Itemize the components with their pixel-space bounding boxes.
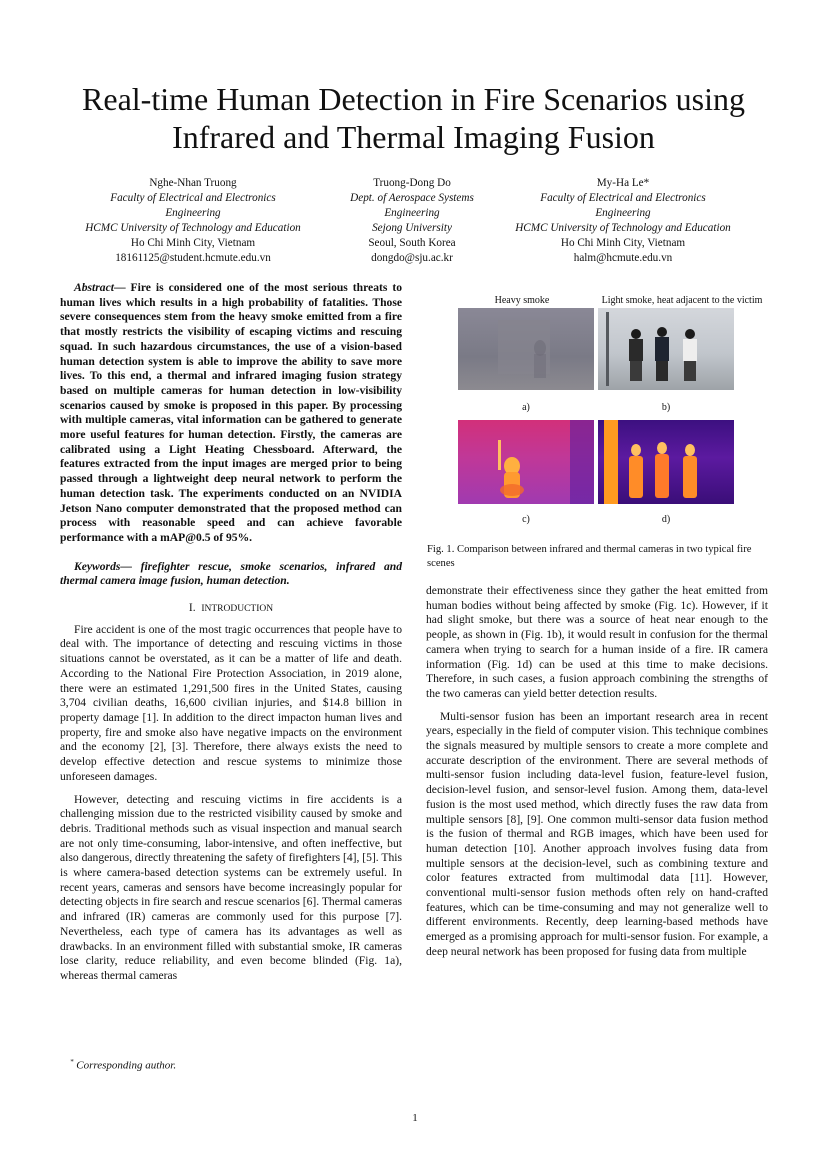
author-dept: Engineering <box>595 207 651 219</box>
keywords-text: — firefighter rescue, smoke scenarios, infrared and thermal camera image fusion, human detection. <box>60 559 402 588</box>
author-email[interactable]: halm@hcmute.edu.vn <box>573 252 673 264</box>
figure-panel-c-thermal-heavy-smoke <box>458 420 594 504</box>
thermal-people-icon <box>598 420 734 504</box>
keywords <box>60 560 402 589</box>
silhouette-icon <box>458 308 594 390</box>
author-name: My-Ha Le* <box>596 177 650 189</box>
intro-paragraph-1: Fire accident is one of the most tragic occurrences that people have to deal with. The importance of detecting and rescuing victims in those situations cannot be overstated, as it can be a matter of life and death. According to the National Fire Protection Association, in 2019 alone, there were an estimated 1,291,500 fires in the United States, causing 3,704 civilian deaths, 16,600 civilian injuries, and $14.8 billion in property damage [1]. In addition to the direct impacton human lives and property, fire and smoke also have negative impacts on the environment and the economy [2], [3]. Therefore, there always exists the need to develop effective detection and rescue systems to minimize those unforeseen damages. <box>60 622 402 783</box>
author-name: Nghe-Nhan Truong <box>149 177 237 189</box>
footnote-mark: * <box>70 1058 74 1066</box>
author-block-3 <box>498 176 748 266</box>
abstract-label: Abstract <box>74 281 114 294</box>
left-column <box>60 281 402 984</box>
title-line-2: Infrared and Thermal Imaging Fusion <box>172 119 655 155</box>
author-block-1 <box>68 176 318 266</box>
author-city: Seoul, South Korea <box>368 237 456 249</box>
figure-1 <box>432 290 772 570</box>
author-dept: Faculty of Electrical and Electronics <box>110 192 276 204</box>
figure-caption: Fig. 1. Comparison between infrared and thermal cameras in two typical fire scenes <box>427 544 752 569</box>
figure-label-heavy-smoke: Heavy smoke <box>494 295 550 306</box>
author-name: Truong-Dong Do <box>373 177 451 189</box>
abstract-text: — Fire is considered one of the most serious threats to human lives which results in a high probability of fatalities. Those severe consequences stem from the heavy smoke emitted from a fire that mostly restricts the visibility of escaping victims and rescuing squad. In such hazardous circumstances, the use of a vision-based human detection system is able to improve the ability to save more lives. To this end, a thermal and infrared imaging fusion strategy based on multiple cameras for human detection in low-visibility scenarios caused by smoke is proposed in this paper. By processing with multiple cameras, vital information can be gathered to generate more useful features for human detection. Firstly, the cameras are calibrated using a Light Heating Chessboard. Afterward, the features extracted from the input images are merged prior to being passed through a lightweight deep neural network to perform the human detection task. The experiments conducted on an NVIDIA Jetson Nano computer demonstrated that the proposed method can process with reasonable speed and can achieve favorable performance with a mAP@0.5 of 95%. <box>60 281 402 544</box>
thermal-person-icon <box>458 420 594 504</box>
intro-paragraph-4: Multi-sensor fusion has been an important research area in recent years, especially in the field of computer vision. This technique combines the signals measured by multiple sensors to create a more complete and accurate description of the environment. There are several methods of multi-sensor fusion including data-level fusion, feature-level fusion, decision-level fusion, and sensor-level fusion. Among them, data-level fusion is the most used method, which directly fuses the raw data from multiple sensors [8], [9]. One common multi-sensor data fusion method is the fusion of thermal and RGB images, which have been used for human detection [10]. Another approach involves fusing data from multiple sensors at the decision-level, such as combining texture and color features extracted from multimodal data [11]. However, conventional multi-sensor fusion methods often rely on hand-crafted features, which can be time-consuming and may not generalize well to different environments. Recently, deep learning-based methods have emerged as a promising approach for multi-sensor fusion. For example, a deep neural network has been proposed for fusing data from multiple <box>426 709 768 958</box>
panel-label-b: b) <box>661 402 671 413</box>
section-heading: I. INTRODUCTION <box>188 602 274 615</box>
author-email[interactable]: 18161125@student.hcmute.edu.vn <box>115 252 271 264</box>
author-city: Ho Chi Minh City, Vietnam <box>560 237 686 249</box>
panel-label-c: c) <box>522 514 530 525</box>
figure-panel-b-infrared-light-smoke <box>598 308 734 390</box>
author-dept: Engineering <box>384 207 440 219</box>
page-number: 1 <box>412 1112 418 1124</box>
author-dept: Dept. of Aerospace Systems <box>350 192 474 204</box>
figure-panel-d-thermal-light-smoke <box>598 420 734 504</box>
author-city: Ho Chi Minh City, Vietnam <box>130 237 256 249</box>
footnote-text: Corresponding author. <box>76 1059 177 1072</box>
author-org: HCMC University of Technology and Education <box>515 222 731 234</box>
figure-label-light-smoke: Light smoke, heat adjacent to the victim <box>601 295 763 306</box>
figure-panel-a-infrared-heavy-smoke <box>458 308 594 390</box>
keywords-label: Keywords <box>74 559 121 573</box>
author-org: Sejong University <box>372 222 452 234</box>
people-icon <box>598 308 734 390</box>
author-email[interactable]: dongdo@sju.ac.kr <box>371 252 453 264</box>
intro-paragraph-2: However, detecting and rescuing victims in fire accidents is a challenging mission due to the restricted visibility caused by smoke and debris. Traditional methods such as visual inspection and manual search are not only time-consuming, labor-intensive, and often ineffective, but also dangerous, directly threatening the safety of firefighters [4], [5]. This is where camera-based detection systems can be extremely useful. In recent years, cameras and sensors have become increasingly popular for detecting objects in fire search and rescue scenarios [6]. Thermal cameras and infrared (IR) cameras are commonly used for this purpose [7]. Nevertheless, each type of camera has its advantages as well as drawbacks. In an environment filled with substantial smoke, IR cameras lose clarity, reduce reliability, and even become blinded (Fig. 1a), whereas thermal cameras <box>60 792 403 982</box>
section-title: INTRODUCTION <box>201 604 274 615</box>
right-column <box>426 584 768 960</box>
author-dept: Faculty of Electrical and Electronics <box>540 192 706 204</box>
intro-paragraph-3: demonstrate their effectiveness since they gather the heat emitted from human bodies without being affected by smoke (Fig. 1c). However, if it had slight smoke, but there was a source of heat near enough to the people, as shown in (Fig. 1b), it would result in confusion for the thermal camera when trying to search for a human inside of a fire. IR camera information (Fig. 1d) can be used at this time to make decisions. Therefore, in such cases, a fusion approach combining the strengths of the two cameras can yield better detection results. <box>426 584 768 700</box>
abstract <box>60 281 402 546</box>
panel-label-d: d) <box>661 514 671 525</box>
title-line-1: Real-time Human Detection in Fire Scenarios using <box>82 81 745 117</box>
author-dept: Engineering <box>165 207 221 219</box>
paper-title <box>40 80 787 156</box>
panel-label-a: a) <box>522 402 530 413</box>
author-org: HCMC University of Technology and Education <box>85 222 301 234</box>
author-block-2 <box>328 176 496 266</box>
footnote <box>70 1058 176 1072</box>
